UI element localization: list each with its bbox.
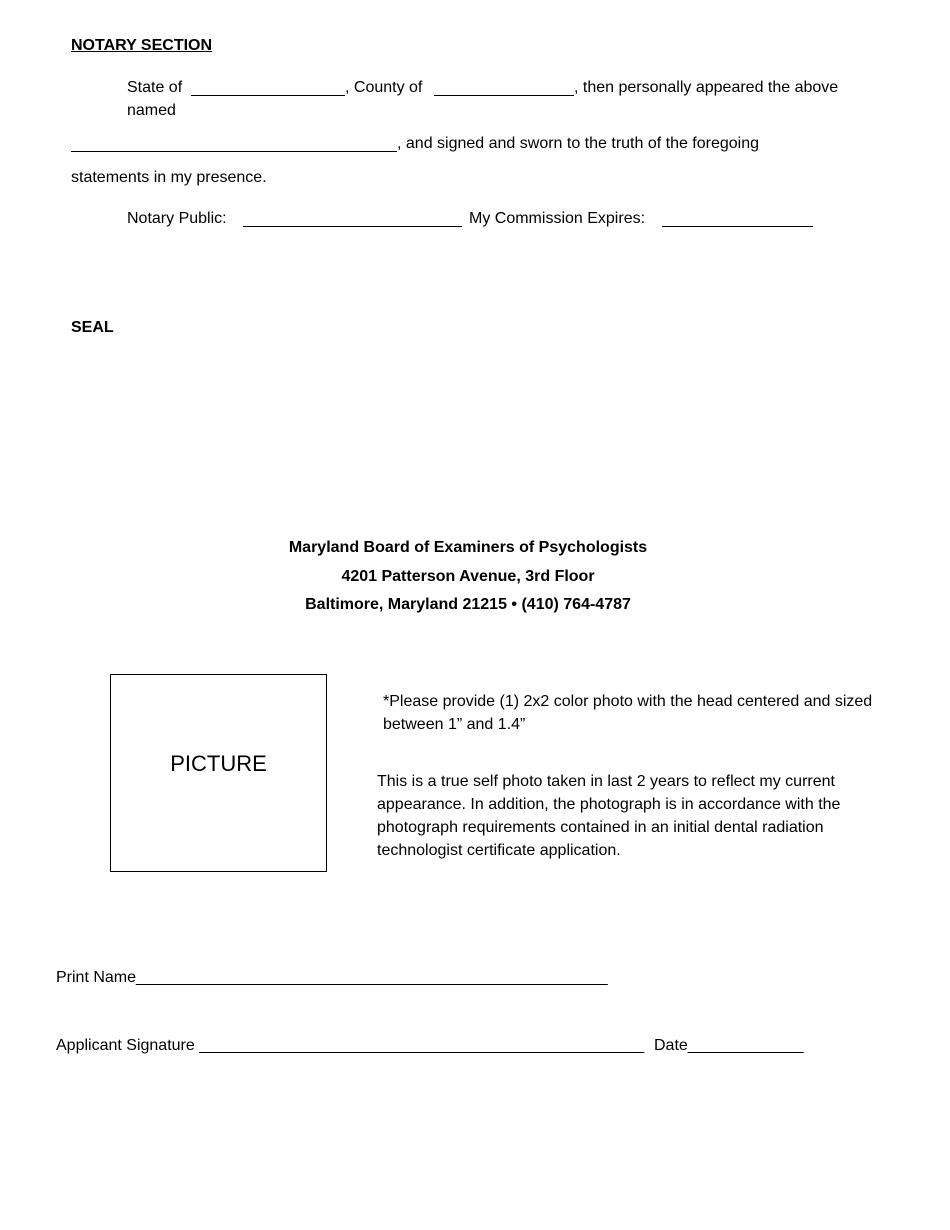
appeared-name-field[interactable]: [71, 151, 397, 152]
photo-box[interactable]: [110, 674, 327, 872]
commission-expires-label: My Commission Expires:: [469, 210, 646, 227]
photo-instructions: *Please provide (1) 2x2 color photo with the head centered and sized between 1” and 1.4”: [383, 693, 873, 733]
applicant-signature-field[interactable]: Applicant Signature __________________________________________________: [56, 1037, 645, 1054]
board-address-line2: Baltimore, Maryland 21215 • (410) 764-4787: [305, 596, 631, 613]
notary-public-label: Notary Public:: [127, 210, 227, 227]
commission-expires-field[interactable]: [662, 226, 813, 227]
state-field[interactable]: [191, 95, 345, 96]
board-name: Maryland Board of Examiners of Psychologists: [288, 539, 648, 556]
board-address-line1: 4201 Patterson Avenue, 3rd Floor: [341, 568, 595, 585]
notary-section-heading: NOTARY SECTION: [71, 37, 213, 54]
photo-attestation: This is a true self photo taken in last 2 years to reflect my current appearance. In addition, the photograph is in accordance with the photograph requirements contained in an initial dental radiation technologist certificate application.: [377, 773, 841, 859]
seal-label: SEAL: [71, 319, 114, 336]
county-of-label: , County of: [345, 79, 423, 96]
named-text: named: [127, 102, 176, 119]
signed-sworn-text: , and signed and sworn to the truth of the foregoing: [397, 135, 760, 152]
print-name-field[interactable]: Print Name_____________________________________________________: [56, 969, 608, 986]
photo-placeholder-label: PICTURE: [170, 751, 267, 776]
statements-text: statements in my presence.: [71, 169, 267, 186]
state-of-label: State of: [127, 79, 183, 96]
county-field[interactable]: [434, 95, 574, 96]
date-field[interactable]: Date_____________: [654, 1037, 804, 1054]
notary-public-field[interactable]: [243, 226, 462, 227]
personally-appeared-text: , then personally appeared the above: [574, 79, 839, 96]
